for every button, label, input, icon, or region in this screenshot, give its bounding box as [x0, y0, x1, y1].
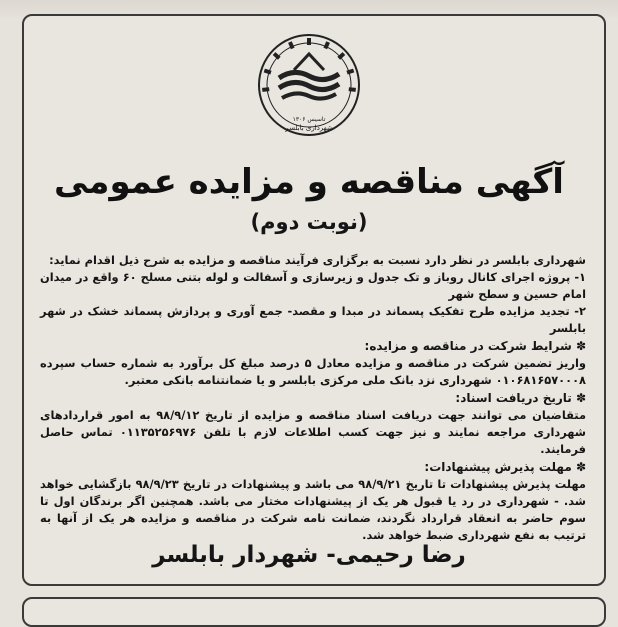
page-title: آگهی مناقصه و مزایده عمومی	[54, 162, 564, 202]
section-text: واریز تضمین شرکت در مناقصه و مزایده معادل ۵ درصد مبلغ کل برآورد به شماره حساب سپرده ۰۱۰۶۸۱۶۵۷۰۰۰۸ شهرداری نزد بانک ملی مرکزی بابلسر و یا ضمانتنامه بانکی معتبر.	[40, 356, 586, 387]
seal-org-text: شهرداری بابلسر	[285, 124, 333, 132]
list-item: ۱- پروژه اجرای کانال روباز و تک جدول و زیرسازی و آسفالت و لوله بتنی مسلح ۶۰ واقع در میدان امام حسین و سطح شهر	[40, 270, 586, 301]
list-item: ۲- تجدید مزایده طرح تفکیک پسماند در مبدا و مقصد- جمع آوری و پردازش پسماند خشک در شهر بابلسر	[40, 304, 586, 335]
page-subtitle: (نوبت دوم)	[250, 210, 368, 234]
section-heading: ✽ مهلت پذیرش پیشنهادات:	[424, 460, 586, 474]
section-heading: ✽ شرایط شرکت در مناقصه و مزایده:	[364, 339, 586, 353]
section-text: مهلت پذیرش پیشنهادات تا تاریخ ۹۸/۹/۲۱ می باشد و پیشنهادات در تاریخ ۹۸/۹/۲۳ بازگشایی خواهد شد. - شهرداری در رد یا قبول هر یک از پیشنهادات مختار می باشد. همچنین اگر برندگان اول تا سوم حاضر به انعقاد قرارداد نگردند، ضمانت نامه شرکت در مناقصه و مزایده هر یک از آنها به ترتیب به نفع شهرداری ضبط خواهد شد.	[40, 477, 586, 542]
section-heading: ✽ تاریخ دریافت اسناد:	[455, 391, 586, 405]
announcement-body	[40, 252, 586, 544]
next-ad-frame	[22, 597, 606, 627]
seal-founded-text: تاسیس ۱۳۰۶	[292, 116, 326, 123]
section-text: متقاضیان می توانند جهت دریافت اسناد مناقصه و مزایده از تاریخ ۹۸/۹/۱۲ به امور قراردادهای شهرداری مراجعه نمایند و نیز جهت کسب اطلاعات لازم با تلفن ۰۱۱۳۵۲۵۶۹۷۶ تماس حاصل فرمایند.	[40, 408, 587, 456]
signature: رضا رحیمی- شهردار بابلسر	[152, 542, 466, 568]
intro-paragraph: شهرداری بابلسر در نظر دارد نسبت به برگزاری فرآیند مناقصه و مزایده به شرح ذیل اقدام نماید:	[49, 253, 586, 267]
